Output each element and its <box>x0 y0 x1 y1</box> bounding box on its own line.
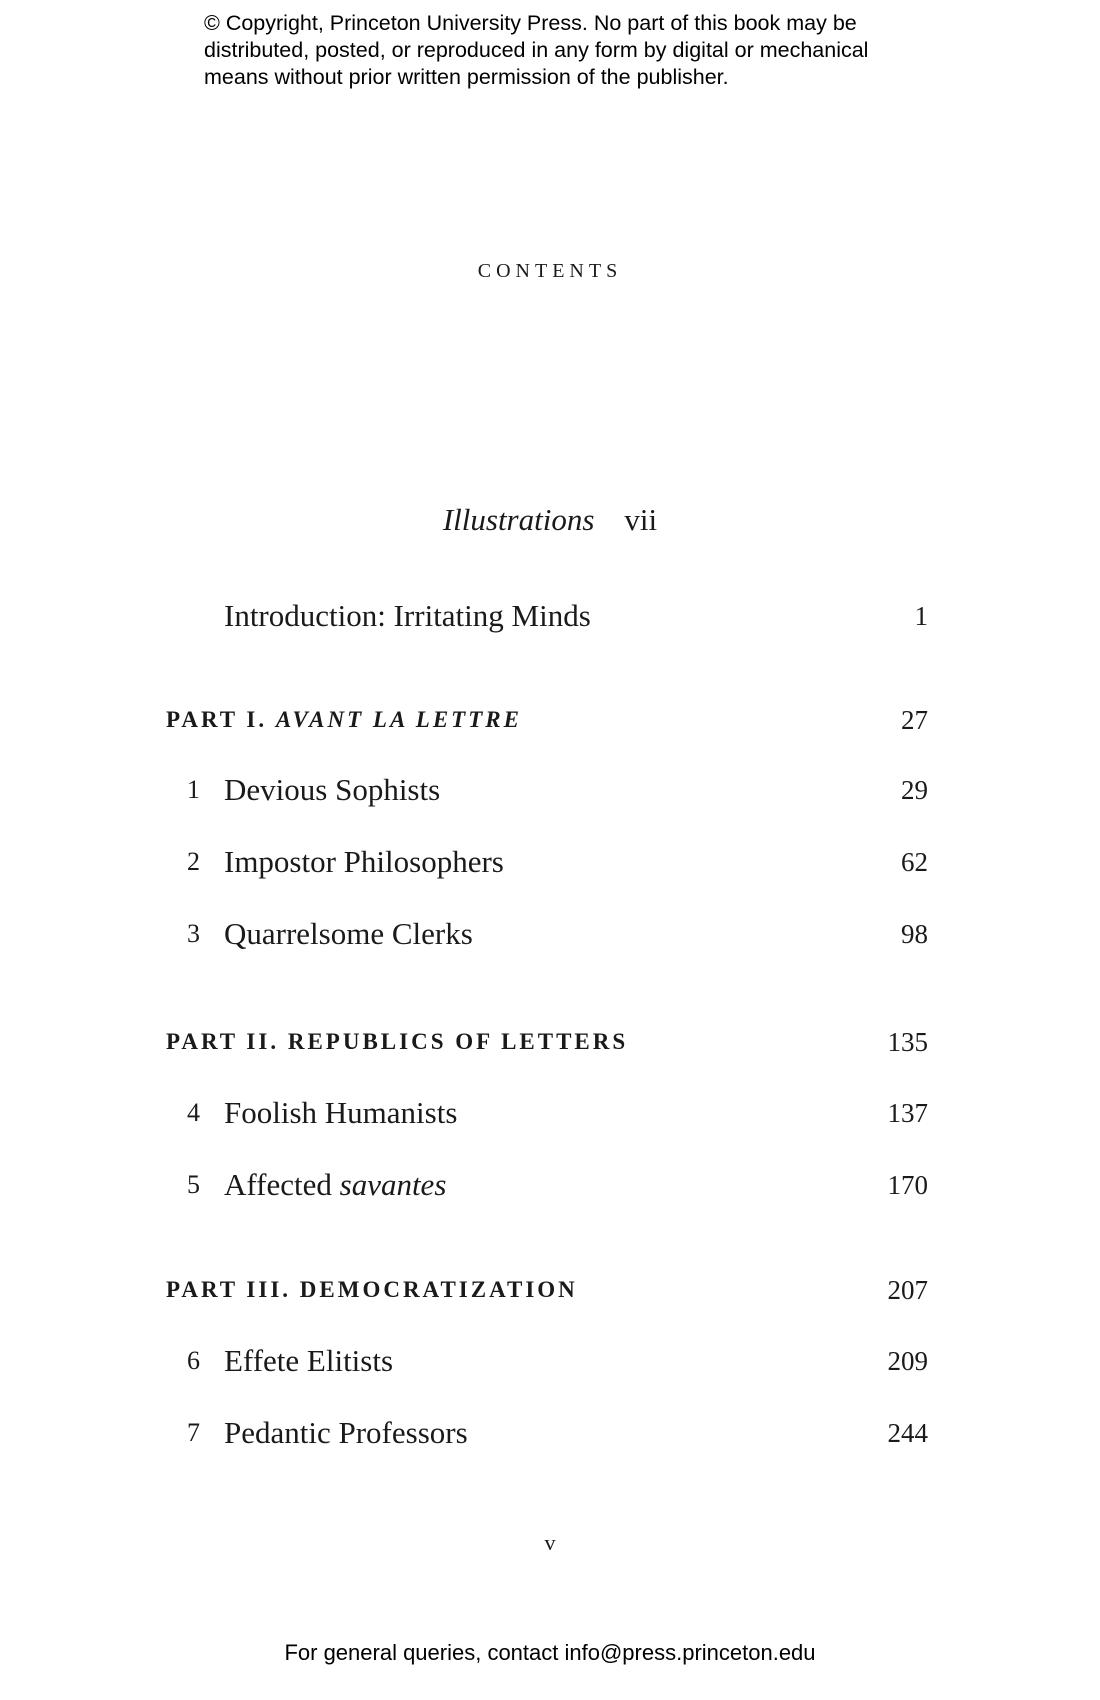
chapter-title: Pedantic Professors <box>224 1415 468 1450</box>
chapter-number: 2 <box>187 847 200 876</box>
part-name: DEMOCRATIZATION <box>299 1277 578 1302</box>
part-name: AVANT LA LETTRE <box>275 707 522 732</box>
toc-chapter[interactable] <box>0 1093 1100 1133</box>
chapter-page: 209 <box>887 1346 928 1376</box>
copyright-line: distributed, posted, or reproduced in any form by digital or mechanical <box>204 38 869 62</box>
toc-part[interactable] <box>0 700 1100 740</box>
part-title <box>166 1022 628 1062</box>
toc-chapter[interactable] <box>0 1341 1100 1381</box>
chapter-number: 7 <box>187 1418 200 1447</box>
chapter-title <box>224 1165 446 1205</box>
part-name: REPUBLICS OF LETTERS <box>287 1029 629 1054</box>
chapter-number: 3 <box>187 919 200 948</box>
copyright-notice <box>204 10 944 91</box>
toc-part[interactable] <box>0 1270 1100 1310</box>
part-label: PART III. <box>166 1277 292 1302</box>
part-label: PART I. <box>166 707 268 732</box>
introduction-title: Introduction: Irritating Minds <box>224 598 591 633</box>
toc-chapter[interactable] <box>0 842 1100 882</box>
illustrations-page: vii <box>624 502 658 537</box>
chapter-page: 244 <box>887 1418 928 1448</box>
chapter-number: 5 <box>187 1170 200 1199</box>
part-page: 27 <box>901 705 928 735</box>
chapter-title-roman: Affected <box>224 1167 332 1202</box>
part-page: 135 <box>887 1027 928 1057</box>
chapter-title: Quarrelsome Clerks <box>224 916 473 951</box>
chapter-number: 4 <box>187 1098 200 1127</box>
part-title <box>166 700 522 740</box>
toc-part[interactable] <box>0 1022 1100 1062</box>
toc-chapter[interactable] <box>0 914 1100 954</box>
footer-contact: For general queries, contact info@press.princeton.edu <box>284 1640 816 1665</box>
toc-illustrations[interactable] <box>0 500 1100 540</box>
part-title <box>166 1270 578 1310</box>
illustrations-label: Illustrations <box>442 502 595 537</box>
copyright-line: © Copyright, Princeton University Press. No part of this book may be <box>204 11 857 35</box>
chapter-number: 1 <box>187 775 200 804</box>
chapter-page: 29 <box>901 775 928 805</box>
part-page: 207 <box>887 1275 928 1305</box>
toc-chapter[interactable] <box>0 770 1100 810</box>
toc-introduction[interactable] <box>0 596 1100 636</box>
introduction-page: 1 <box>914 601 928 631</box>
chapter-title: Devious Sophists <box>224 772 441 807</box>
chapter-number: 6 <box>187 1346 200 1375</box>
toc-chapter[interactable] <box>0 1413 1100 1453</box>
chapter-page: 62 <box>901 847 928 877</box>
chapter-title: Impostor Philosophers <box>224 844 504 879</box>
part-label: PART II. <box>166 1029 280 1054</box>
chapter-title: Foolish Humanists <box>224 1095 458 1130</box>
copyright-line: means without prior written permission of the publisher. <box>204 65 729 89</box>
chapter-page: 98 <box>901 919 928 949</box>
toc-chapter[interactable] <box>0 1165 1100 1205</box>
contents-heading: contents <box>477 252 623 284</box>
chapter-page: 170 <box>887 1170 928 1200</box>
chapter-title: Effete Elitists <box>224 1343 394 1378</box>
chapter-page: 137 <box>887 1098 928 1128</box>
page-number: v <box>544 1530 556 1555</box>
chapter-title-italic: savantes <box>339 1167 447 1202</box>
